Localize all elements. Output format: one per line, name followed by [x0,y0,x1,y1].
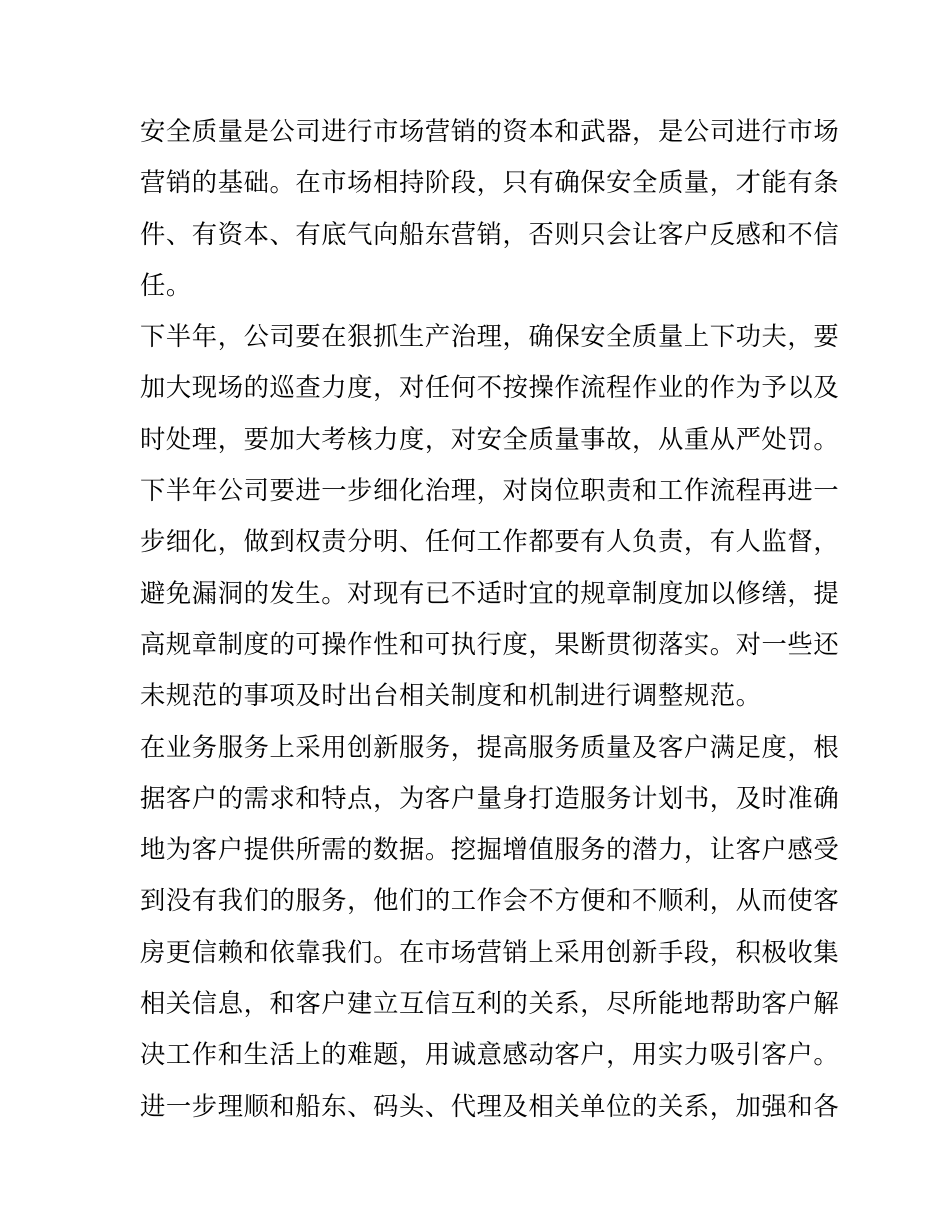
text-line: 高规章制度的可操作性和可执行度，果断贯彻落实。对一些还 [140,629,840,659]
text-line: 地为客户提供所需的数据。挖掘增值服务的潜力，让客户感受 [140,835,840,865]
text-line: 时处理，要加大考核力度，对安全质量事故，从重从严处罚。 [140,424,840,454]
text-line: 进一步理顺和船东、码头、代理及相关单位的关系，加强和各 [140,1091,840,1121]
text-line: 房更信赖和依靠我们。在市场营销上采用创新手段，积极收集 [140,937,840,967]
text-line: 任。 [140,270,192,300]
text-line: 据客户的需求和特点，为客户量身打造服务计划书，及时准确 [140,783,840,813]
text-line: 下半年公司要进一步细化治理，对岗位职责和工作流程再进一 [140,476,840,506]
text-line: 加大现场的巡查力度，对任何不按操作流程作业的作为予以及 [140,373,840,403]
text-line: 到没有我们的服务，他们的工作会不方便和不顺利，从而使客 [140,886,840,916]
text-line: 避免漏洞的发生。对现有已不适时宜的规章制度加以修缮，提 [140,578,840,608]
text-line: 相关信息，和客户建立互信互利的关系，尽所能地帮助客户解 [140,989,840,1019]
text-line: 决工作和生活上的难题，用诚意感动客户，用实力吸引客户。 [140,1040,840,1070]
text-line: 步细化，做到权责分明、任何工作都要有人负责，有人监督， [140,527,840,557]
text-line: 安全质量是公司进行市场营销的资本和武器，是公司进行市场 [140,117,840,146]
text-line: 下半年，公司要在狠抓生产治理，确保安全质量上下功夫，要 [140,322,840,352]
text-line: 件、有资本、有底气向船东营销，否则只会让客户反感和不信 [140,219,840,249]
text-line: 在业务服务上采用创新服务，提高服务质量及客户满足度，根 [140,732,840,762]
text-line: 营销的基础。在市场相持阶段，只有确保安全质量，才能有条 [140,168,840,198]
body-text [140,106,840,1132]
text-line: 未规范的事项及时出台相关制度和机制进行调整规范。 [140,681,762,711]
